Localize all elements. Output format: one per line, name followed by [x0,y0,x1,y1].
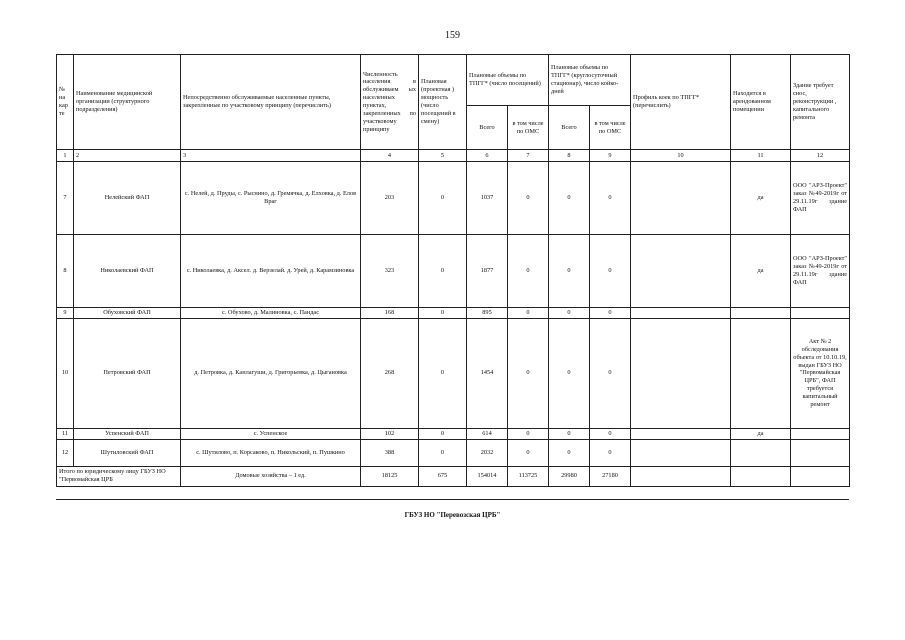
population: 323 [361,235,419,308]
population: 268 [361,318,419,428]
facility-name: Николаевский ФАП [74,235,181,308]
header-reconstruction: Здание требует снос, реконструкции , капитального ремонта [791,55,850,150]
table-row [57,235,850,308]
settlements: с. Успенское [181,428,361,439]
column-number: 5 [419,150,467,162]
column-number: 3 [181,150,361,162]
population: 168 [361,308,419,319]
header-bed-profile: Профиль коек по ТПГГ* (перечислить) [631,55,731,150]
header-visits-total: Всего [467,106,508,150]
settlements: с. Шутилово, п. Корсаково, п. Никольский, п. Пушкино [181,439,361,466]
population: 388 [361,439,419,466]
column-number: 2 [74,150,181,162]
row-number: 10 [57,318,74,428]
rented [731,308,791,319]
settlements: с. Нелей, д. Пруды, с. Рыснино, д. Гремячка, д. Елховка, д. Елов Враг [181,162,361,235]
beds-oms: 0 [590,162,631,235]
row-number: 11 [57,428,74,439]
row-number: 12 [57,439,74,466]
column-number: 4 [361,150,419,162]
reconstruction-note: ООО "АРЗ-Проект" заказ №49-2019г от 29.11.19г здание ФАП [791,162,850,235]
population: 102 [361,428,419,439]
settlements: д. Петровка, д. Канлагуши, д. Григорьевка, д. Цыгановка [181,318,361,428]
column-number: 1 [57,150,74,162]
column-number: 9 [590,150,631,162]
header-settlements: Непосредственно обслуживаемые населенные пункты, закрепленные по участковому принципу (перечислить) [181,55,361,150]
row-number: 8 [57,235,74,308]
bed-profile [631,428,731,439]
capacity: 0 [419,318,467,428]
header-beds: Плановые объемы по ТПГГ* (круглосуточный стационар), число койко-дней [549,55,631,106]
header-beds-oms: в том числе по ОМС [590,106,631,150]
header-rented: Находится в арендованном помещении [731,55,791,150]
visits-total: 895 [467,308,508,319]
facility-name: Шутиловский ФАП [74,439,181,466]
section-divider [56,499,849,500]
visits-oms: 0 [508,308,549,319]
table-row [57,318,850,428]
bed-profile [631,318,731,428]
population: 203 [361,162,419,235]
beds-oms: 0 [590,318,631,428]
column-number: 10 [631,150,731,162]
next-section-title: ГБУЗ НО "Перевозская ЦРБ" [404,511,501,519]
total-capacity: 675 [419,466,467,486]
header-beds-total: Всего [549,106,590,150]
capacity: 0 [419,235,467,308]
beds-total: 0 [549,308,590,319]
rented [731,439,791,466]
bed-profile [631,235,731,308]
beds-total: 0 [549,439,590,466]
bed-profile [631,308,731,319]
header-visits-oms: в том числе по ОМС [508,106,549,150]
facility-name: Петровский ФАП [74,318,181,428]
total-row [57,466,850,486]
visits-oms: 0 [508,428,549,439]
header-organization: Наименование медицинской организации (структурного подразделения) [74,55,181,150]
reconstruction-note [791,439,850,466]
reconstruction-note: ООО "АРЗ-Проект" заказ №49-2019г от 29.11.19г здание ФАП [791,235,850,308]
facility-name: Нелейский ФАП [74,162,181,235]
row-number: 7 [57,162,74,235]
table-row [57,428,850,439]
total-visits-oms: 113725 [508,466,549,486]
reconstruction-note: Акт № 2 обследования объекта от 10.10.19, выдан ГБУЗ НО "Первомайская ЦРБ", ФАП требуется капитальный ремонт [791,318,850,428]
visits-total: 2032 [467,439,508,466]
table-row [57,439,850,466]
total-visits-total: 154014 [467,466,508,486]
capacity: 0 [419,439,467,466]
total-households: Домовые хозяйства – 1 ед. [181,466,361,486]
beds-oms: 0 [590,308,631,319]
visits-oms: 0 [508,439,549,466]
total-bed-profile [631,466,731,486]
facility-name: Успенский ФАП [74,428,181,439]
capacity: 0 [419,308,467,319]
page-number: 159 [445,30,460,41]
header-population: Численность населения в обслуживаем ых населенных пунктах, закрепленных по участковому принципу [361,55,419,150]
total-beds-oms: 27180 [590,466,631,486]
beds-oms: 0 [590,235,631,308]
header-capacity: Плановая (проектная ) мощность (число посещений в смену) [419,55,467,150]
capacity: 0 [419,428,467,439]
beds-total: 0 [549,318,590,428]
visits-total: 614 [467,428,508,439]
bed-profile [631,439,731,466]
rented: да [731,428,791,439]
beds-total: 0 [549,162,590,235]
capacity: 0 [419,162,467,235]
table-row [57,308,850,319]
beds-oms: 0 [590,439,631,466]
column-number: 6 [467,150,508,162]
header-number: № на кар те [57,55,74,150]
header-row [57,55,850,106]
beds-oms: 0 [590,428,631,439]
column-number: 8 [549,150,590,162]
header-visits: Плановые объемы по ТПГГ* (число посещений) [467,55,549,106]
table-row [57,162,850,235]
reconstruction-note [791,308,850,319]
visits-total: 1037 [467,162,508,235]
beds-total: 0 [549,235,590,308]
rented: да [731,162,791,235]
column-number: 11 [731,150,791,162]
visits-oms: 0 [508,318,549,428]
facility-name: Обуховский ФАП [74,308,181,319]
column-number: 7 [508,150,549,162]
rented: да [731,235,791,308]
column-number: 12 [791,150,850,162]
visits-total: 1877 [467,235,508,308]
beds-total: 0 [549,428,590,439]
total-population: 18125 [361,466,419,486]
column-number-row [57,150,850,162]
facilities-table [56,54,850,487]
row-number: 9 [57,308,74,319]
visits-oms: 0 [508,162,549,235]
total-rented [731,466,791,486]
visits-oms: 0 [508,235,549,308]
reconstruction-note [791,428,850,439]
total-beds-total: 29980 [549,466,590,486]
total-label: Итого по юридическому лицу ГБУЗ НО "Первомайская ЦРБ [57,466,181,486]
total-reconstruction [791,466,850,486]
bed-profile [631,162,731,235]
settlements: с. Обухово, д. Малиновка, с. Пандас [181,308,361,319]
rented [731,318,791,428]
settlements: с. Николаевка, д. Аксел. д. Верзелай. д. Урей, д. Карамзиновка [181,235,361,308]
visits-total: 1454 [467,318,508,428]
